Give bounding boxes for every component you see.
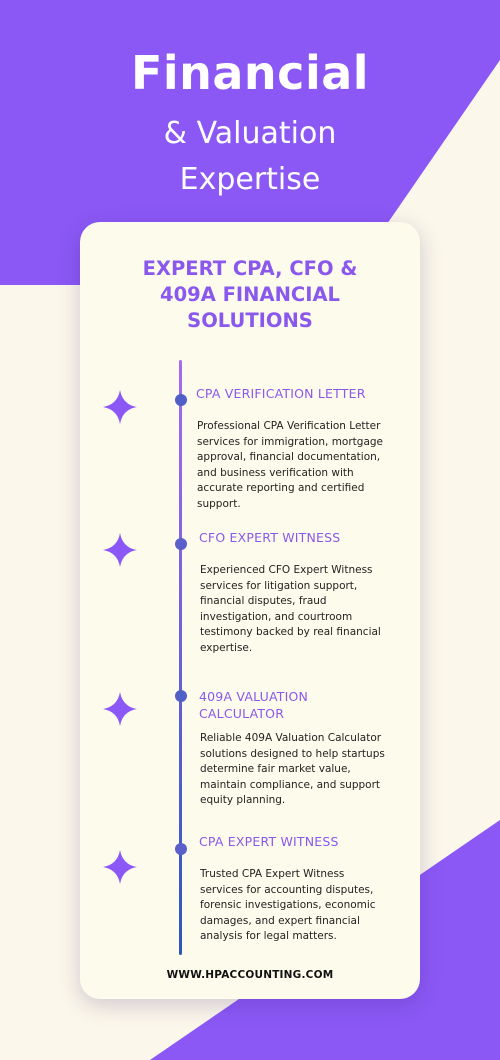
card-heading-line: EXPERT CPA, CFO & — [142, 257, 358, 280]
service-description-line: support. — [197, 497, 241, 510]
service-description-line: Professional CPA Verification Letter — [197, 420, 381, 432]
four-point-star-icon — [103, 850, 137, 884]
service-title-line: 409A VALUATION — [199, 689, 309, 704]
service-description-line: Trusted CPA Expert Witness — [200, 868, 345, 880]
hero-title: Financial — [130, 46, 370, 100]
service-description-line: analysis for legal matters. — [200, 930, 337, 942]
service-description-line: services for accounting disputes, — [200, 883, 374, 896]
service-description-line: expertise. — [200, 641, 253, 654]
service-description-line: forensic investigations, economic — [200, 899, 376, 911]
card-heading-line: 409A FINANCIAL — [160, 283, 340, 306]
service-description-line: Experienced CFO Expert Witness — [200, 564, 373, 576]
service-description — [200, 731, 386, 809]
timeline-dot-icon — [175, 394, 187, 406]
service-title-line: CALCULATOR — [199, 706, 285, 721]
service-description-line: solutions designed to help startups — [200, 747, 385, 760]
timeline-line — [179, 360, 182, 955]
service-title-line: CPA EXPERT WITNESS — [199, 834, 339, 849]
service-title — [199, 688, 308, 722]
hero-subtitle-line-2: Expertise — [179, 162, 321, 197]
service-description-line: determine fair market value, — [200, 763, 351, 775]
hero-subtitle-line-1: & Valuation — [163, 116, 337, 151]
four-point-star-icon — [103, 533, 137, 567]
service-title — [199, 529, 340, 546]
service-description-line: testimony backed by real financial — [200, 626, 381, 638]
four-point-star-icon — [103, 390, 137, 424]
service-description-line: investigation, and courtroom — [200, 610, 353, 623]
service-description-line: services for litigation support, — [200, 579, 358, 592]
service-description-line: maintain compliance, and support — [200, 778, 381, 791]
service-description-line: accurate reporting and certified — [197, 482, 365, 494]
service-description — [200, 563, 386, 656]
service-description-line: damages, and expert financial — [200, 914, 360, 927]
service-title — [196, 385, 366, 402]
website-link[interactable]: WWW.HPACCOUNTING.COM — [166, 969, 334, 981]
card-heading-line: SOLUTIONS — [187, 309, 313, 332]
service-description — [197, 419, 383, 512]
four-point-star-icon — [103, 692, 137, 726]
service-description-line: Reliable 409A Valuation Calculator — [200, 732, 382, 744]
timeline-dot-icon — [175, 538, 187, 550]
services-card — [80, 222, 420, 999]
card-heading — [80, 256, 420, 334]
service-description-line: approval, financial documentation, — [197, 451, 381, 463]
service-description-line: equity planning. — [200, 794, 286, 806]
service-title-line: CPA VERIFICATION LETTER — [196, 386, 366, 401]
timeline-dot-icon — [175, 690, 187, 702]
service-description-line: services for immigration, mortgage — [197, 435, 384, 448]
service-description-line: financial disputes, fraud — [200, 595, 327, 607]
service-description-line: and business verification with — [197, 466, 354, 479]
service-description — [200, 867, 386, 945]
service-title — [199, 833, 339, 850]
service-title-line: CFO EXPERT WITNESS — [199, 530, 341, 545]
timeline-dot-icon — [175, 843, 187, 855]
